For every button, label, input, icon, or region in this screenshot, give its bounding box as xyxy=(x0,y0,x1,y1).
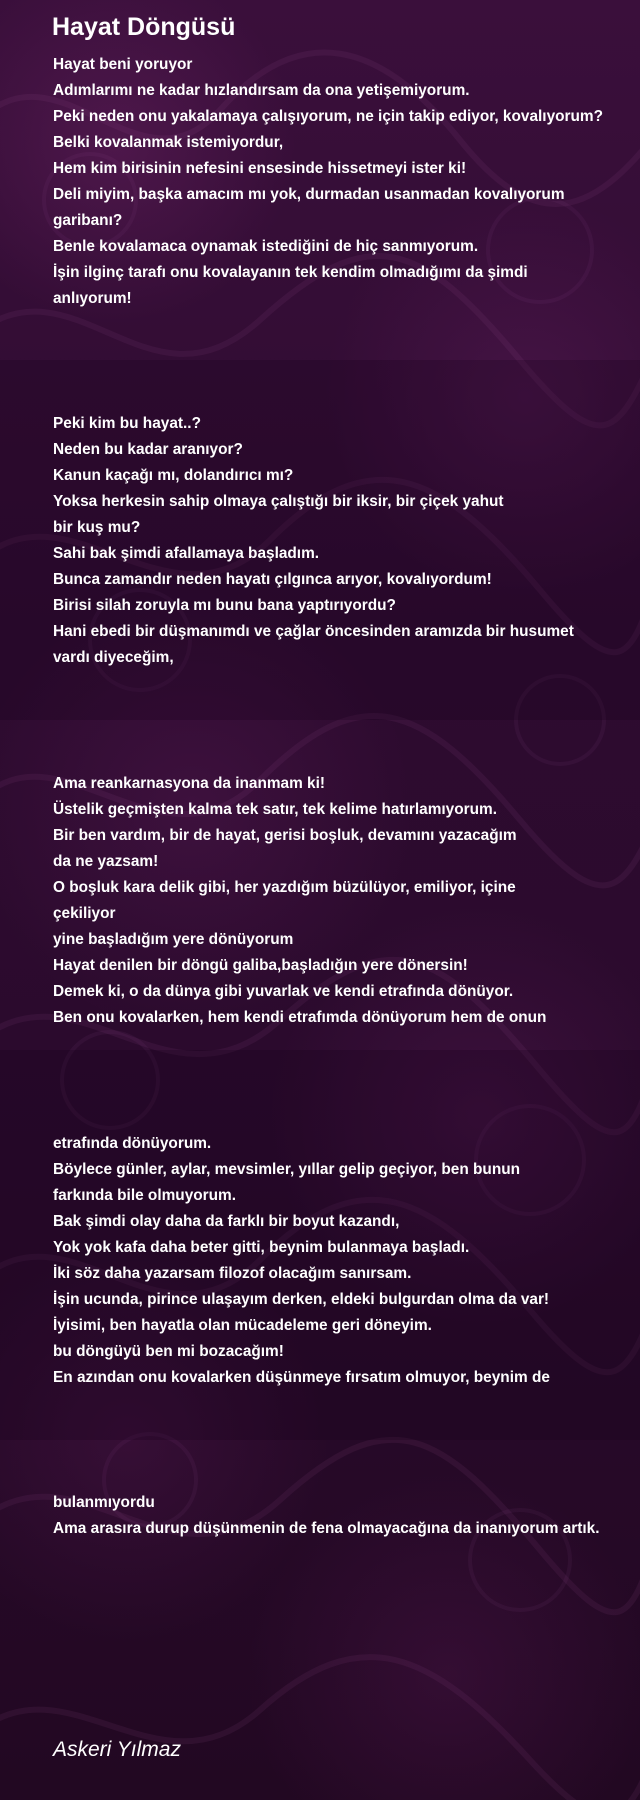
poem-line: Yok yok kafa daha beter gitti, beynim bulanmaya başladı. xyxy=(53,1239,470,1256)
poem-stanza-1 xyxy=(53,52,603,312)
poem-line: Kanun kaçağı mı, dolandırıcı mı? xyxy=(53,467,294,484)
poem-line: bir kuş mu? xyxy=(53,519,141,536)
poem-line: Ama arasıra durup düşünmenin de fena olmayacağına da inanıyorum artık. xyxy=(53,1520,600,1537)
poem-line: Demek ki, o da dünya gibi yuvarlak ve kendi etrafında dönüyor. xyxy=(53,983,514,1000)
poem-line: Deli miyim, başka amacım mı yok, durmadan usanmadan kovalıyorum xyxy=(53,186,565,203)
poem-line: çekiliyor xyxy=(53,905,116,922)
poem-line: İşin ucunda, pirince ulaşayım derken, eldeki bulgurdan olma da var! xyxy=(53,1291,550,1308)
poem-line: Belki kovalanmak istemiyordur, xyxy=(53,134,284,151)
poem-line: da ne yazsam! xyxy=(53,853,159,870)
poem-stanza-3 xyxy=(53,771,546,1031)
poem-line: O boşluk kara delik gibi, her yazdığım büzülüyor, emiliyor, içine xyxy=(53,879,516,896)
poem-line: Benle kovalamaca oynamak istediğini de hiç sanmıyorum. xyxy=(53,238,479,255)
poem-line: bulanmıyordu xyxy=(53,1494,155,1511)
poem-line: İki söz daha yazarsam filozof olacağım sanırsam. xyxy=(53,1265,412,1282)
poem-line: Yoksa herkesin sahip olmaya çalıştığı bir iksir, bir çiçek yahut xyxy=(53,493,504,510)
poem-line: Ben onu kovalarken, hem kendi etrafımda dönüyorum hem de onun xyxy=(53,1009,547,1026)
poem-line: Adımlarımı ne kadar hızlandırsam da ona yetişemiyorum. xyxy=(53,82,470,99)
poem-line: İşin ilginç tarafı onu kovalayanın tek kendim olmadığımı da şimdi xyxy=(53,264,528,281)
poem-line: Bak şimdi olay daha da farklı bir boyut kazandı, xyxy=(53,1213,400,1230)
poem-line: Hayat beni yoruyor xyxy=(53,56,193,73)
poem-line: Hem kim birisinin nefesini ensesinde hissetmeyi ister ki! xyxy=(53,160,467,177)
poem-line: garibanı? xyxy=(53,212,123,229)
poem-line: Birisi silah zoruyla mı bunu bana yaptırıyordu? xyxy=(53,597,396,614)
poem-line: Bir ben vardım, bir de hayat, gerisi boşluk, devamını yazacağım xyxy=(53,827,517,844)
poem-line: Neden bu kadar aranıyor? xyxy=(53,441,243,458)
poem-line: En azından onu kovalarken düşünmeye fırsatım olmuyor, beynim de xyxy=(53,1369,550,1386)
poem-line: etrafında dönüyorum. xyxy=(53,1135,212,1152)
poem-stanza-4 xyxy=(53,1131,550,1391)
poem-line: Ama reankarnasyona da inanmam ki! xyxy=(53,775,326,792)
poem-line: İyisimi, ben hayatla olan mücadeleme geri döneyim. xyxy=(53,1317,432,1334)
poem-stanza-2 xyxy=(53,411,574,671)
poem-line: Üstelik geçmişten kalma tek satır, tek kelime hatırlamıyorum. xyxy=(53,801,497,818)
poem-line: Peki neden onu yakalamaya çalışıyorum, ne için takip ediyor, kovalıyorum? xyxy=(53,108,604,125)
poem-line: Hani ebedi bir düşmanımdı ve çağlar öncesinden aramızda bir husumet xyxy=(53,623,574,640)
poem-stanza-5 xyxy=(53,1490,600,1542)
poem-line: Sahi bak şimdi afallamaya başladım. xyxy=(53,545,320,562)
poem-line: farkında bile olmuyorum. xyxy=(53,1187,237,1204)
poem-line: Peki kim bu hayat..? xyxy=(53,415,201,432)
poem-line: yine başladığım yere dönüyorum xyxy=(53,931,294,948)
poem-title: Hayat Döngüsü xyxy=(52,13,236,41)
poem-line: Bunca zamandır neden hayatı çılgınca arıyor, kovalıyordum! xyxy=(53,571,492,588)
poem-line: bu döngüyü ben mi bozacağım! xyxy=(53,1343,284,1360)
poem-line: anlıyorum! xyxy=(53,290,132,307)
poem-line: Hayat denilen bir döngü galiba,başladığın yere dönersin! xyxy=(53,957,468,974)
poem-line: Böylece günler, aylar, mevsimler, yıllar gelip geçiyor, ben bunun xyxy=(53,1161,521,1178)
poem-author: Askeri Yılmaz xyxy=(53,1738,181,1761)
poem-line: vardı diyeceğim, xyxy=(53,649,174,666)
